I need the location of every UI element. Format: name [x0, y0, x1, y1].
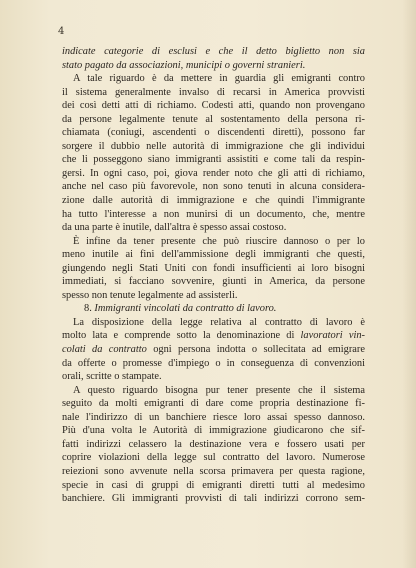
text-line	[62, 384, 365, 398]
text-line	[62, 45, 365, 59]
text-line	[62, 153, 365, 167]
text-run: ogni persona indotta o sollecitata ad emigrare	[146, 344, 365, 356]
text-line	[62, 113, 365, 127]
text-line	[62, 275, 365, 289]
text-line	[62, 59, 365, 73]
text-run: 8.	[84, 303, 95, 315]
text-run: La disposizione della legge relativa al contratto di lavoro è	[73, 316, 365, 328]
italic-text: Immigranti vincolati da contratto di lavoro.	[94, 303, 277, 315]
text-line	[62, 329, 365, 343]
text-run: meno inutile ai fini dell'ammissione degli immigranti che questi,	[62, 249, 365, 261]
text-run: anche nel caso più favorevole, non sono tenuti in alcuna considera-	[62, 181, 365, 193]
text-line	[62, 86, 365, 100]
text-run: gersi. In ogni caso, poi, giova render noto che gli atti di richiamo,	[62, 167, 365, 179]
text-line	[62, 343, 365, 357]
text-run: reiezioni sono avvenute nella scorsa primavera per questa ragione,	[62, 465, 365, 477]
text-line	[62, 221, 365, 235]
text-line	[62, 235, 365, 249]
text-run: chiamata (coniugi, ascendenti o discendenti diretti), possono far	[62, 127, 365, 139]
text-run: orali, scritte o stampate.	[62, 371, 162, 383]
text-line	[62, 424, 365, 438]
text-line	[62, 411, 365, 425]
text-line	[62, 194, 365, 208]
text-line	[62, 248, 365, 262]
text-run: dei così detti atti di richiamo. Codesti atti, quando non provengano	[62, 100, 365, 112]
text-line	[62, 208, 365, 222]
text-run: sorgere il dubbio nelle autorità di immigrazione che gli individui	[62, 140, 365, 152]
body-text	[62, 45, 365, 506]
text-line	[62, 167, 365, 181]
text-line	[62, 357, 365, 371]
section-heading	[62, 302, 365, 316]
text-line	[62, 451, 365, 465]
text-line	[62, 126, 365, 140]
text-run: È infine da tener presente che può riuscire dannoso o per lo	[73, 235, 365, 247]
text-line	[62, 180, 365, 194]
text-run: seguito da molti emigranti di dare come propria destinazione fi-	[62, 398, 365, 410]
page-number: 4	[58, 26, 65, 37]
text-line	[62, 140, 365, 154]
text-run: giungendo negli Stati Uniti con fondi insufficienti ai loro bisogni	[62, 262, 365, 274]
text-line	[62, 316, 365, 330]
italic-text: lavoratori vin-	[300, 330, 365, 342]
text-line	[62, 289, 365, 303]
italic-text: indicate categorie di esclusi e che il detto biglietto non sia	[62, 46, 365, 57]
text-line	[62, 397, 365, 411]
text-line	[62, 492, 365, 506]
text-run: da persone legalmente tenute al sostentamento della persona ri-	[62, 113, 365, 125]
text-run: da una parte è inutile, dall'altra è spesso assai costoso.	[62, 222, 287, 234]
text-run: il sistema generalmente invalso di recarsi in America provvisti	[62, 86, 365, 98]
text-line	[62, 370, 365, 384]
text-run: banchiere. Gli immigranti provvisti di tali indirizzi corrono sem-	[62, 493, 365, 505]
text-run: fatti indirizzi celassero la destinazione vera e fossero usati per	[62, 438, 365, 450]
text-line	[62, 99, 365, 113]
italic-text: colati da contratto	[62, 344, 147, 356]
text-line	[62, 438, 365, 452]
text-line	[62, 479, 365, 493]
text-run: A questo riguardo bisogna pur tener presente che il sistema	[73, 384, 365, 396]
text-run: spesso non tenute legalmente ad assisterli.	[62, 289, 238, 301]
text-run: da offerte o promesse d'impiego o in conseguenza di convenzioni	[62, 357, 365, 369]
text-run: immediati, si facciano sovvenire, giunti in America, da persone	[62, 276, 365, 288]
text-run: A tale riguardo è da mettere in guardia gli emigranti contro	[73, 73, 365, 85]
text-run: ha tutto l'interesse a non munirsi di un documento, che, mentre	[62, 208, 365, 220]
text-run: Più d'una volta le Autorità di immigrazione giudicarono che sif-	[62, 425, 365, 437]
text-line	[62, 465, 365, 479]
text-run: molto lata e comprende sotto la denominazione di	[62, 330, 301, 342]
text-run: nale l'indirizzo di un banchiere riesce loro assai spesso dannoso.	[62, 411, 365, 423]
text-line	[62, 262, 365, 276]
text-run: che li posseggono siano immigranti assistiti e come tali da respin-	[62, 154, 365, 166]
italic-text: stato pagato da associazioni, municipi o governi stranieri.	[62, 59, 306, 71]
text-line	[62, 72, 365, 86]
text-run: specie in casi di gruppi di emigranti diretti tutti al medesimo	[62, 479, 365, 491]
text-run: coprire violazioni della legge sul contratto del lavoro. Numerose	[62, 452, 365, 464]
text-run: zione dalle autorità di immigrazione e che quindi l'immigrante	[62, 195, 365, 207]
